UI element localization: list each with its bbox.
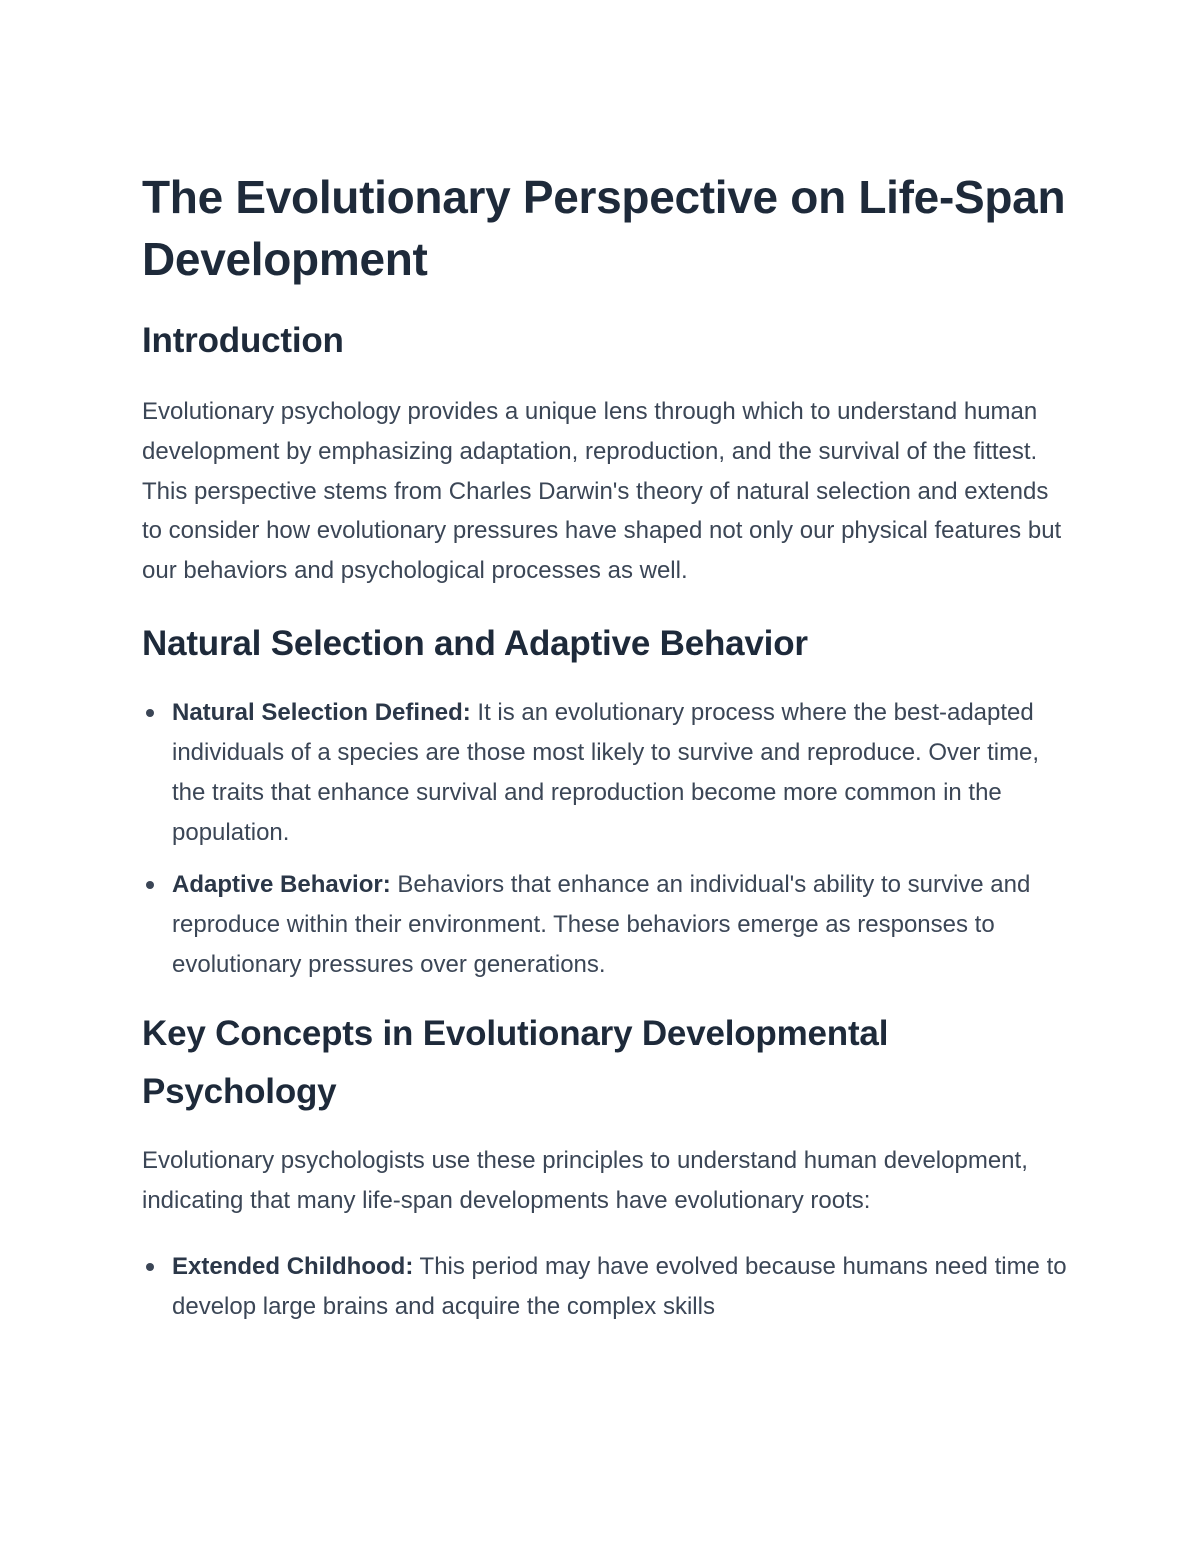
- bullet-icon: [146, 709, 154, 717]
- key-concepts-heading: Key Concepts in Evolutionary Developmental Psychology: [142, 1013, 889, 1111]
- key-concepts-paragraph: Evolutionary psychologists use these principles to understand human development, indicating that many life-span developments have evolutionary roots:: [142, 1146, 1028, 1214]
- introduction-paragraph: Evolutionary psychology provides a unique lens through which to understand human development by emphasizing adaptation, reproduction, and the survival of the fittest. This perspective stems from Charles Darwin's theory of natural selection and extends to consider how evolutionary pressures have shaped not only our physical features but our behaviors and psychological processes as well.: [142, 398, 1062, 585]
- natural-selection-list: [142, 693, 1072, 985]
- list-item-text: This period may have evolved because humans need time to develop large brains and acquire the complex skills: [172, 1252, 1067, 1320]
- bullet-icon: [146, 1263, 154, 1271]
- list-item-term: Adaptive Behavior:: [172, 870, 391, 898]
- list-item-term: Natural Selection Defined:: [172, 698, 471, 726]
- list-item: [142, 1247, 1072, 1327]
- list-item: [142, 693, 1072, 853]
- list-item-text: It is an evolutionary process where the best-adapted individuals of a species are those most likely to survive and reproduce. Over time, the traits that enhance survival and reproduction become more common in the population.: [172, 698, 1040, 846]
- list-item-text: Behaviors that enhance an individual's ability to survive and reproduce within their environment. These behaviors emerge as responses to evolutionary pressures over generations.: [172, 870, 1031, 978]
- list-item-term: Extended Childhood:: [172, 1252, 414, 1280]
- document-page: [142, 166, 1072, 1327]
- natural-selection-heading: Natural Selection and Adaptive Behavior: [142, 623, 808, 663]
- list-item: [142, 865, 1072, 985]
- bullet-icon: [146, 881, 154, 889]
- introduction-heading: Introduction: [142, 321, 344, 360]
- document-title: The Evolutionary Perspective on Life-Span Development: [142, 171, 1066, 285]
- key-concepts-list: [142, 1247, 1072, 1327]
